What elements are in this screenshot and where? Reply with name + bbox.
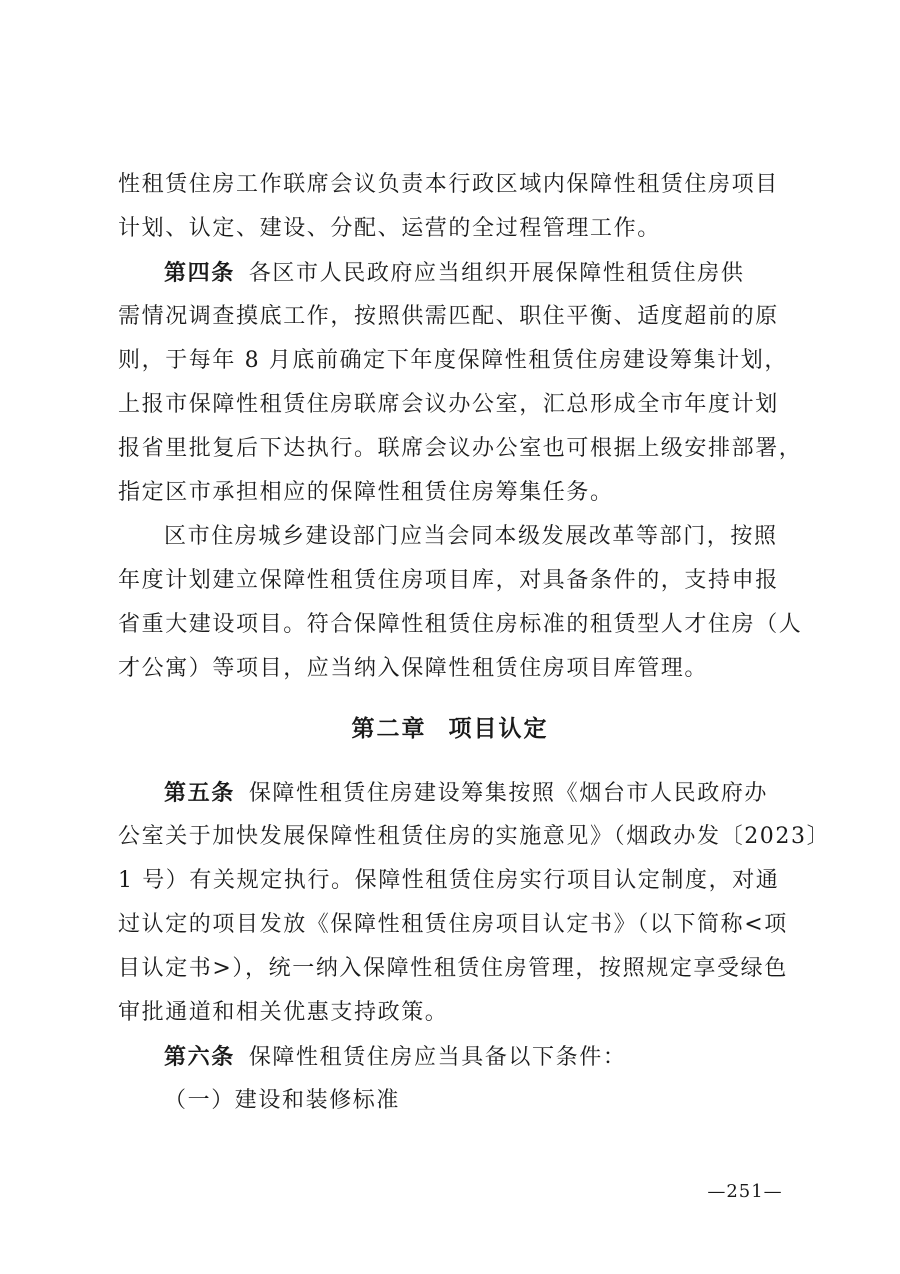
list-item: （一）建设和装修标准	[164, 1088, 401, 1113]
page-number: —251—	[707, 1181, 783, 1202]
paragraph-line: 审批通道和相关优惠支持政策。	[118, 1000, 449, 1025]
paragraph-line: 才公寓）等项目，应当纳入保障性租赁住房项目库管理。	[118, 656, 709, 681]
article-5-heading: 第五条	[164, 780, 235, 806]
paragraph-line: 区市住房城乡建设部门应当会同本级发展改革等部门，按照	[164, 524, 778, 549]
article-6-first-line	[164, 1042, 788, 1073]
paragraph-line: 报省里批复后下达执行。联席会议办公室也可根据上级安排部署，	[118, 436, 803, 461]
paragraph-line: 1 号）有关规定执行。保障性租赁住房实行项目认定制度，对通	[118, 868, 780, 893]
paragraph-line: 性租赁住房工作联席会议负责本行政区域内保障性租赁住房项目	[118, 172, 779, 197]
paragraph-line: 计划、认定、建设、分配、运营的全过程管理工作。	[118, 216, 661, 241]
article-5-first-line	[164, 778, 788, 809]
paragraph-line: 则，于每年 8 月底前确定下年度保障性租赁住房建设筹集计划，	[118, 348, 788, 373]
article-4-first-line	[164, 258, 788, 289]
paragraph-line: 指定区市承担相应的保障性租赁住房筹集任务。	[118, 480, 614, 505]
chapter-heading	[0, 714, 900, 744]
chapter-number: 第二章	[351, 715, 427, 742]
paragraph-line: 目认定书>），统一纳入保障性租赁住房管理，按照规定享受绿色	[118, 956, 788, 981]
paragraph-line: 公室关于加快发展保障性租赁住房的实施意见》（烟政办发〔2023〕	[118, 824, 831, 849]
chapter-title: 项目认定	[448, 715, 549, 742]
paragraph-line: 年度计划建立保障性租赁住房项目库，对具备条件的，支持申报	[118, 568, 779, 593]
article-4-heading: 第四条	[164, 260, 235, 286]
article-5-text: 保障性租赁住房建设筹集按照《烟台市人民政府办	[248, 781, 769, 806]
article-4-text: 各区市人民政府应当组织开展保障性租赁住房供	[248, 261, 745, 286]
article-6-heading: 第六条	[164, 1044, 235, 1070]
article-6-text: 保障性租赁住房应当具备以下条件：	[248, 1045, 627, 1070]
paragraph-line: 需情况调查摸底工作，按照供需匹配、职住平衡、适度超前的原	[118, 304, 779, 329]
paragraph-line: 过认定的项目发放《保障性租赁住房项目认定书》（以下简称<项	[118, 912, 788, 937]
paragraph-line: 上报市保障性租赁住房联席会议办公室，汇总形成全市年度计划	[118, 392, 779, 417]
paragraph-line: 省重大建设项目。符合保障性租赁住房标准的租赁型人才住房（人	[118, 612, 803, 637]
